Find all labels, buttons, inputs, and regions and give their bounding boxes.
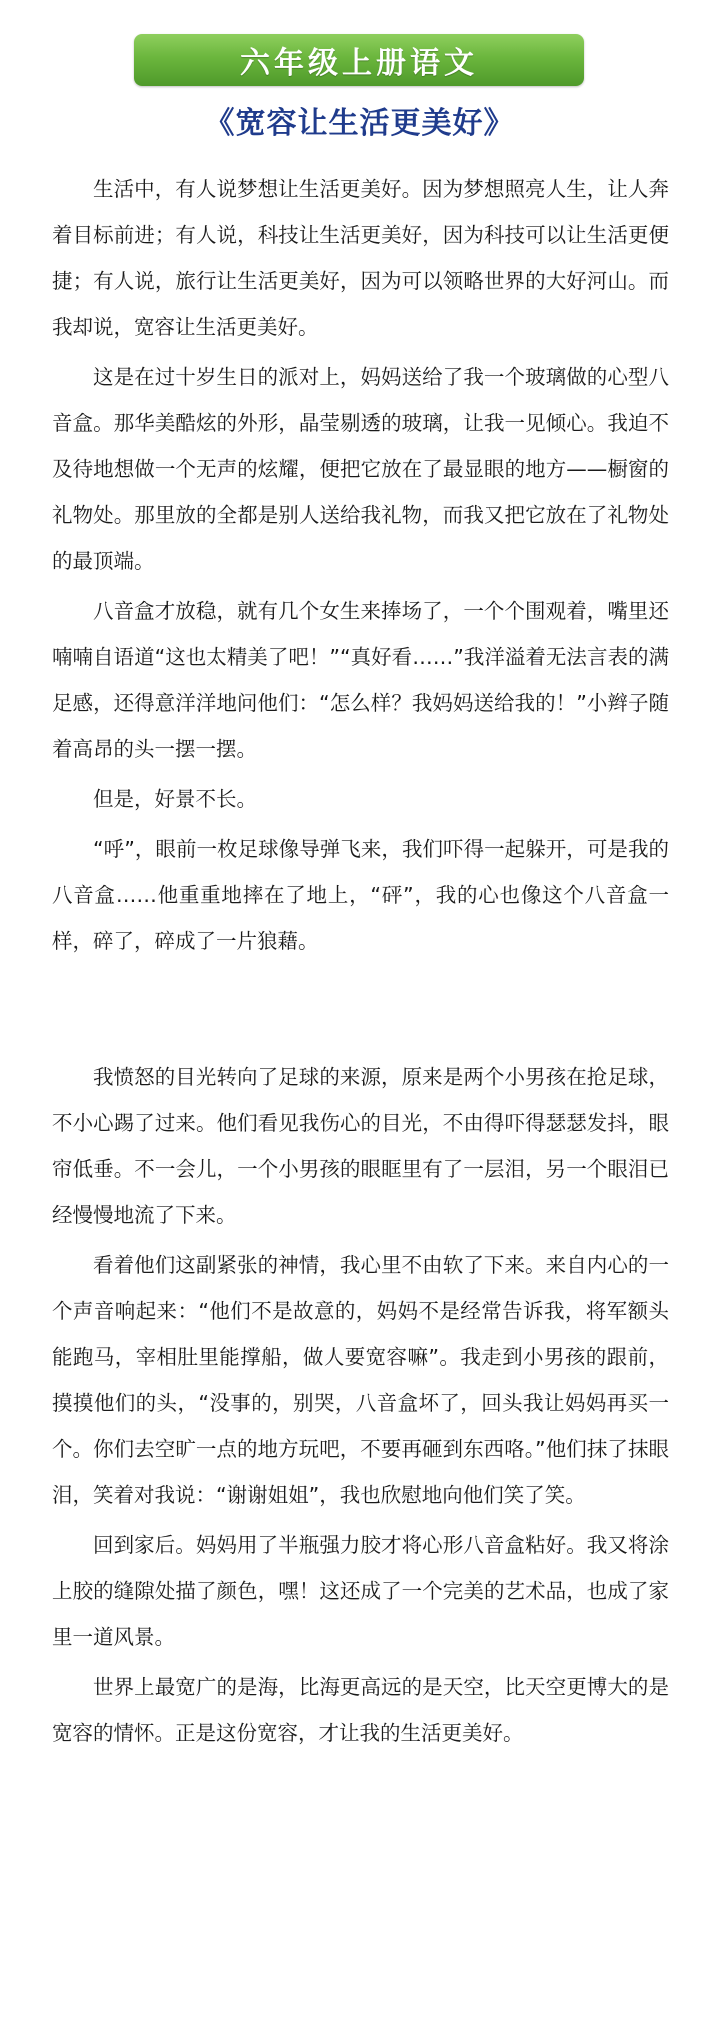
article-body-part2 xyxy=(52,1054,669,1760)
paragraph: 我愤怒的目光转向了足球的来源，原来是两个小男孩在抢足球，不小心踢了过来。他们看见我伤心的目光，不由得吓得瑟瑟发抖，眼帘低垂。不一会儿，一个小男孩的眼眶里有了一层泪，另一个眼泪已经慢慢地流了下来。 xyxy=(52,1065,669,1227)
paragraph: “呼”，眼前一枚足球像导弹飞来，我们吓得一起躲开，可是我的八音盒……他重重地摔在了地上，“砰”，我的心也像这个八音盒一样，碎了，碎成了一片狼藉。 xyxy=(52,837,669,953)
paragraph: 但是，好景不长。 xyxy=(93,787,257,811)
paragraph: 这是在过十岁生日的派对上，妈妈送给了我一个玻璃做的心型八音盒。那华美酷炫的外形，晶莹剔透的玻璃，让我一见倾心。我迫不及待地想做一个无声的炫耀，便把它放在了最显眼的地方——橱窗的礼物处。那里放的全都是别人送给我礼物，而我又把它放在了礼物处的最顶端。 xyxy=(52,365,669,573)
paragraph: 看着他们这副紧张的神情，我心里不由软了下来。来自内心的一个声音响起来：“他们不是故意的，妈妈不是经常告诉我，将军额头能跑马，宰相肚里能撑船，做人要宽容嘛”。我走到小男孩的跟前，摸摸他们的头，“没事的，别哭，八音盒坏了，回头我让妈妈再买一个。你们去空旷一点的地方玩吧，不要再砸到东西咯。”他们抹了抹眼泪，笑着对我说：“谢谢姐姐”，我也欣慰地向他们笑了笑。 xyxy=(52,1253,669,1507)
paragraph: 回到家后。妈妈用了半瓶强力胶才将心形八音盒粘好。我又将涂上胶的缝隙处描了颜色，嘿！这还成了一个完美的艺术品，也成了家里一道风景。 xyxy=(52,1533,669,1649)
article-title: 《宽容让生活更美好》 xyxy=(204,106,515,141)
article-body-part1 xyxy=(52,166,669,968)
paragraph: 世界上最宽广的是海，比海更高远的是天空，比天空更博大的是宽容的情怀。正是这份宽容，才让我的生活更美好。 xyxy=(52,1675,669,1745)
grade-banner xyxy=(134,34,584,86)
banner-text: 六年级上册语文 xyxy=(240,46,478,81)
paragraph: 生活中，有人说梦想让生活更美好。因为梦想照亮人生，让人奔着目标前进；有人说，科技让生活更美好，因为科技可以让生活更便捷；有人说，旅行让生活更美好，因为可以领略世界的大好河山。而我却说，宽容让生活更美好。 xyxy=(52,177,669,339)
paragraph: 八音盒才放稳，就有几个女生来捧场了，一个个围观着，嘴里还喃喃自语道“这也太精美了吧！”“真好看……”我洋溢着无法言表的满足感，还得意洋洋地问他们：“怎么样？我妈妈送给我的！”小辫子随着高昂的头一摆一摆。 xyxy=(52,599,669,761)
